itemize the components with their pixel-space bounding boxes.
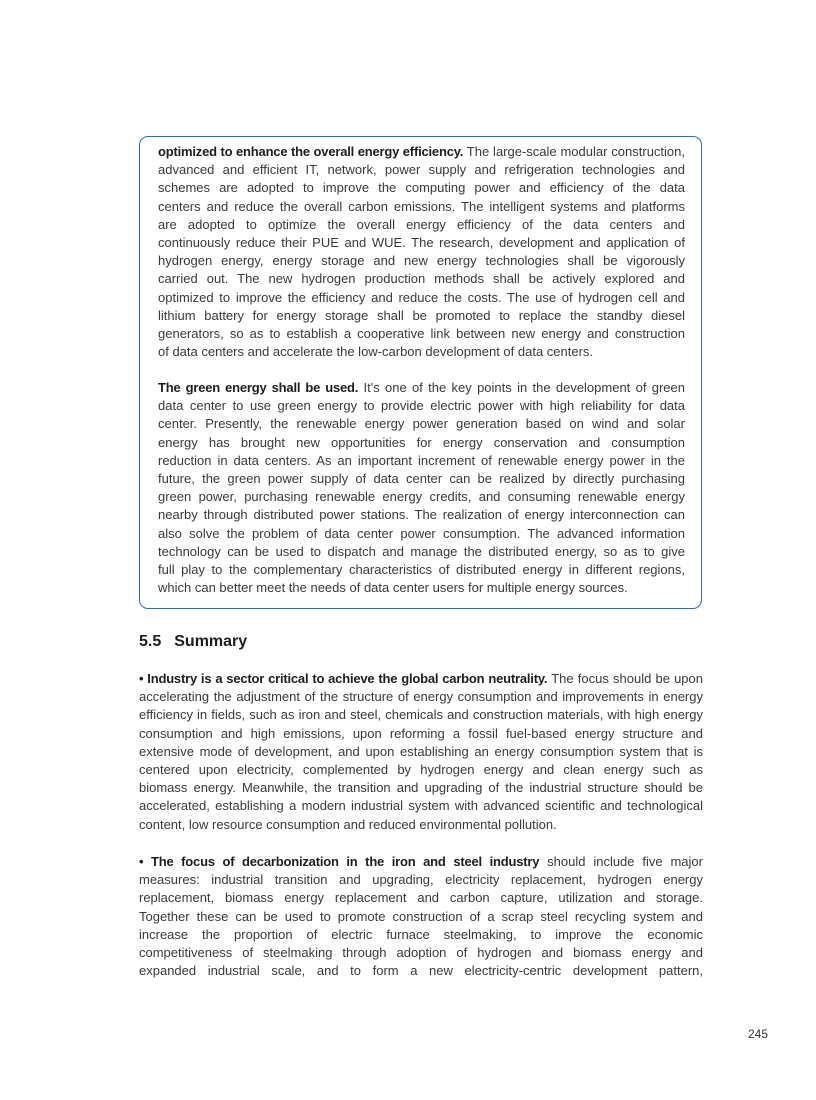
text-line (139, 908, 703, 926)
line-text: technology can be used to dispatch and manage the distributed energy, so as to give (158, 543, 685, 559)
text-line (139, 743, 703, 761)
text-line (158, 525, 685, 543)
text-line (158, 343, 685, 361)
text-line (139, 944, 703, 962)
text-line (158, 561, 685, 579)
line-text: accelerated, establishing a modern industrial system with advanced scientific and technological (139, 798, 703, 814)
line-text: hydrogen energy, energy storage and new energy technologies shall be vigorously (158, 253, 685, 269)
text-line (158, 434, 685, 452)
line-text: consumption and high emissions, upon reforming a fossil fuel-based energy structure and (139, 725, 703, 741)
text-line (158, 470, 685, 488)
line-text: generators, so as to establish a cooperative link between new energy and construction (158, 325, 685, 341)
line-text: advanced and efficient IT, network, power supply and refrigeration technologies and (158, 162, 685, 178)
line-text: extensive mode of development, and upon establishing an energy consumption system that is (139, 743, 703, 759)
text-line (139, 688, 703, 706)
line-text: expanded industrial scale, and to form a new electricity-centric development pattern, (139, 963, 703, 979)
text-line (139, 761, 703, 779)
text-line (139, 670, 703, 688)
line-text: increase the proportion of electric furnace steelmaking, to improve the economic (139, 926, 703, 942)
text-line (158, 270, 685, 288)
text-line (158, 452, 685, 470)
line-text: are adopted to optimize the overall energy efficiency of the data centers and (158, 216, 685, 232)
text-line (158, 234, 685, 252)
text-line (158, 143, 685, 161)
line-text: Together these can be used to promote construction of a scrap steel recycling system and (139, 908, 703, 924)
line-text: centers and reduce the overall carbon emissions. The intelligent systems and platforms (158, 198, 685, 214)
line-text: schemes are adopted to improve the computing power and efficiency of the data (158, 180, 685, 196)
text-line (139, 871, 703, 889)
text-line (158, 415, 685, 433)
box-paragraph-green-energy (158, 379, 685, 597)
line-text: of data centers and accelerate the low-carbon development of data centers. (158, 344, 594, 360)
text-line (139, 962, 703, 980)
text-line (158, 289, 685, 307)
bold-lead-text: • Industry is a sector critical to achieve the global carbon neutrality. (139, 671, 548, 686)
line-text: replacement, biomass energy replacement and carbon capture, utilization and storage. (139, 890, 703, 906)
text-line (158, 325, 685, 343)
line-text: accelerating the adjustment of the structure of energy consumption and improvements in energy (139, 689, 703, 705)
text-line (139, 926, 703, 944)
line-text: carried out. The new hydrogen production methods shall be actively explored and (158, 271, 685, 287)
line-text: nearby through distributed power stations. The realization of energy interconnection can (158, 507, 685, 523)
text-line (158, 543, 685, 561)
text-line (158, 216, 685, 234)
line-text: also solve the problem of data center power consumption. The advanced information (158, 525, 685, 541)
line-text: energy has brought new opportunities for energy conservation and consumption (158, 434, 685, 450)
text-line (158, 397, 685, 415)
text-line (139, 779, 703, 797)
text-line (139, 853, 703, 871)
text-line (158, 198, 685, 216)
text-line (158, 307, 685, 325)
page-number: 245 (748, 1027, 769, 1041)
line-text: measures: industrial transition and upgrading, electricity replacement, hydrogen energy (139, 872, 703, 888)
line-text: center. Presently, the renewable energy power generation based on wind and solar (158, 416, 685, 432)
line-text: reduction in data centers. As an important increment of renewable energy power in the (158, 452, 685, 468)
line-text: content, low resource consumption and reduced environmental pollution. (139, 816, 557, 832)
bold-lead-text: The green energy shall be used. (158, 380, 359, 395)
line-text: efficiency in fields, such as iron and steel, chemicals and construction materials, with high energy (139, 707, 703, 723)
section-number: 5.5 (139, 633, 162, 650)
text-line (158, 179, 685, 197)
text-line (158, 161, 685, 179)
line-text: green power, purchasing renewable energy credits, and consuming renewable energy (158, 489, 685, 505)
line-text: centered upon electricity, complemented by hydrogen energy and clean energy such as (139, 761, 703, 777)
text-line (139, 816, 703, 834)
text-line (158, 252, 685, 270)
text-line (139, 706, 703, 724)
summary-bullet-industry (139, 670, 703, 834)
section-title: Summary (174, 633, 248, 650)
line-text: biomass energy. Meanwhile, the transition and upgrading of the industrial structure should be (139, 780, 703, 796)
line-text: optimized to improve the efficiency and reduce the costs. The use of hydrogen cell and (158, 289, 685, 305)
bold-lead-text: • The focus of decarbonization in the iron and steel industry (139, 854, 540, 869)
line-text: which can better meet the needs of data center users for multiple energy sources. (158, 580, 628, 596)
bold-lead-text: optimized to enhance the overall energy efficiency. (158, 144, 464, 159)
line-text: continuously reduce their PUE and WUE. The research, development and application of (158, 234, 685, 250)
line-text: should include five major (539, 854, 703, 869)
text-line (158, 579, 685, 597)
summary-bullet-iron-steel (139, 853, 703, 980)
text-line (158, 379, 685, 397)
text-line (139, 889, 703, 907)
text-line (158, 506, 685, 524)
box-paragraph-efficiency (158, 143, 685, 361)
line-text: The focus should be upon (547, 671, 703, 686)
text-line (139, 725, 703, 743)
text-line (158, 488, 685, 506)
line-text: lithium battery for energy storage shall be promoted to replace the standby diesel (158, 307, 685, 323)
text-line (139, 797, 703, 815)
section-heading (139, 633, 247, 651)
line-text: It's one of the key points in the development of green (358, 380, 685, 395)
line-text: competitiveness of steelmaking through adoption of hydrogen and biomass energy and (139, 944, 703, 960)
line-text: full play to the complementary characteristics of distributed energy in different regions, (158, 561, 685, 577)
line-text: future, the green power supply of data center can be realized by directly purchasing (158, 470, 685, 486)
line-text: data center to use green energy to provide electric power with high reliability for data (158, 398, 685, 414)
line-text: The large-scale modular construction, (463, 144, 685, 159)
